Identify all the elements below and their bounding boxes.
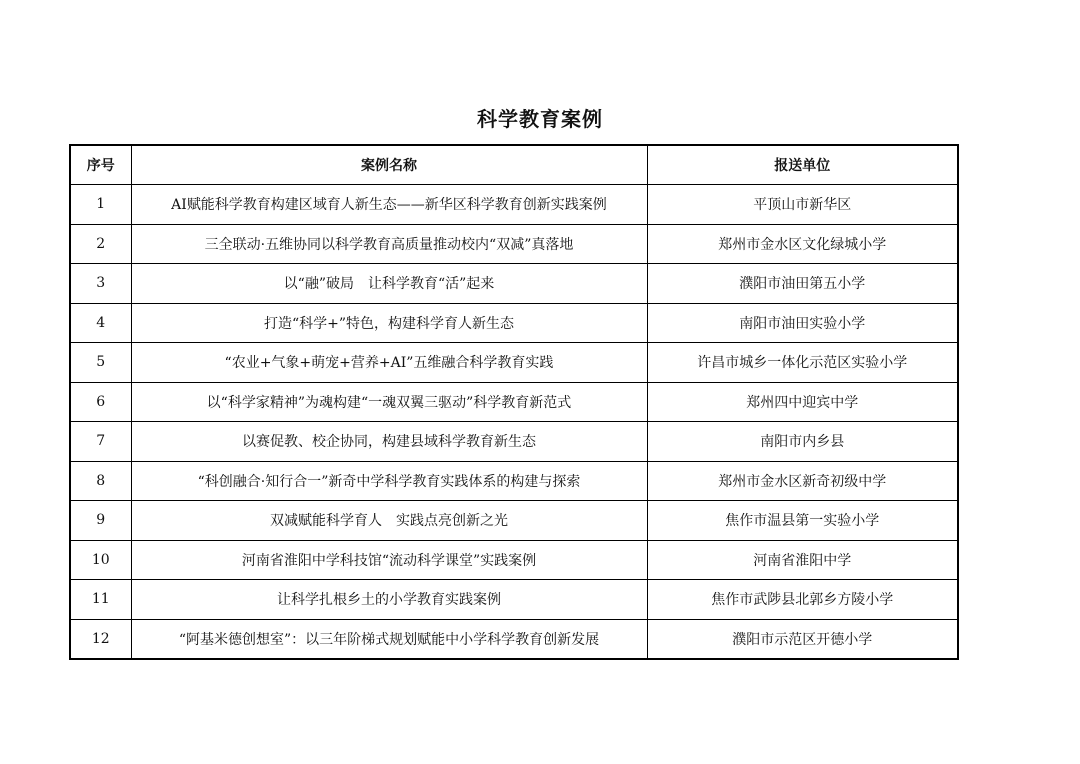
- cell-serial-number: 8: [70, 461, 131, 501]
- case-table: [69, 144, 959, 660]
- cell-case-name: AI赋能科学教育构建区域育人新生态——新华区科学教育创新实践案例: [131, 185, 647, 225]
- cell-serial-number: 7: [70, 422, 131, 462]
- cell-serial-number: 4: [70, 303, 131, 343]
- page-title: 科学教育案例: [477, 107, 603, 131]
- cell-serial-number: 3: [70, 264, 131, 304]
- cell-serial-number: 6: [70, 382, 131, 422]
- cell-serial-number: 9: [70, 501, 131, 541]
- table-row: [70, 185, 958, 225]
- table-row: [70, 619, 958, 659]
- header-submitting-unit: 报送单位: [647, 145, 958, 185]
- cell-submitting-unit: 许昌市城乡一体化示范区实验小学: [647, 343, 958, 383]
- cell-submitting-unit: 河南省淮阳中学: [647, 540, 958, 580]
- table-row: [70, 382, 958, 422]
- cell-submitting-unit: 焦作市温县第一实验小学: [647, 501, 958, 541]
- cell-submitting-unit: 平顶山市新华区: [647, 185, 958, 225]
- cell-serial-number: 12: [70, 619, 131, 659]
- cell-case-name: 三全联动·五维协同以科学教育高质量推动校内“双减”真落地: [131, 224, 647, 264]
- table-row: [70, 580, 958, 620]
- header-case-name: 案例名称: [131, 145, 647, 185]
- cell-case-name: 以“融”破局 让科学教育“活”起来: [131, 264, 647, 304]
- table-row: [70, 422, 958, 462]
- cell-serial-number: 2: [70, 224, 131, 264]
- table-header-row: [70, 145, 958, 185]
- cell-serial-number: 1: [70, 185, 131, 225]
- table-row: [70, 540, 958, 580]
- cell-case-name: 以赛促教、校企协同，构建县域科学教育新生态: [131, 422, 647, 462]
- table-row: [70, 264, 958, 304]
- cell-case-name: 河南省淮阳中学科技馆“流动科学课堂”实践案例: [131, 540, 647, 580]
- cell-serial-number: 5: [70, 343, 131, 383]
- table-row: [70, 303, 958, 343]
- cell-submitting-unit: 郑州四中迎宾中学: [647, 382, 958, 422]
- table-row: [70, 224, 958, 264]
- cell-case-name: 双减赋能科学育人 实践点亮创新之光: [131, 501, 647, 541]
- cell-serial-number: 10: [70, 540, 131, 580]
- header-serial-number: 序号: [70, 145, 131, 185]
- cell-submitting-unit: 郑州市金水区文化绿城小学: [647, 224, 958, 264]
- table-row: [70, 461, 958, 501]
- cell-case-name: “农业+气象+萌宠+营养+AI”五维融合科学教育实践: [131, 343, 647, 383]
- cell-submitting-unit: 焦作市武陟县北郭乡方陵小学: [647, 580, 958, 620]
- table-row: [70, 343, 958, 383]
- cell-submitting-unit: 南阳市油田实验小学: [647, 303, 958, 343]
- cell-case-name: “科创融合·知行合一”新奇中学科学教育实践体系的构建与探索: [131, 461, 647, 501]
- cell-serial-number: 11: [70, 580, 131, 620]
- cell-submitting-unit: 郑州市金水区新奇初级中学: [647, 461, 958, 501]
- cell-case-name: 以“科学家精神”为魂构建“一魂双翼三驱动”科学教育新范式: [131, 382, 647, 422]
- cell-case-name: 打造“科学+”特色，构建科学育人新生态: [131, 303, 647, 343]
- cell-submitting-unit: 南阳市内乡县: [647, 422, 958, 462]
- table-row: [70, 501, 958, 541]
- cell-case-name: “阿基米德创想室”：以三年阶梯式规划赋能中小学科学教育创新发展: [131, 619, 647, 659]
- cell-case-name: 让科学扎根乡土的小学教育实践案例: [131, 580, 647, 620]
- cell-submitting-unit: 濮阳市示范区开德小学: [647, 619, 958, 659]
- cell-submitting-unit: 濮阳市油田第五小学: [647, 264, 958, 304]
